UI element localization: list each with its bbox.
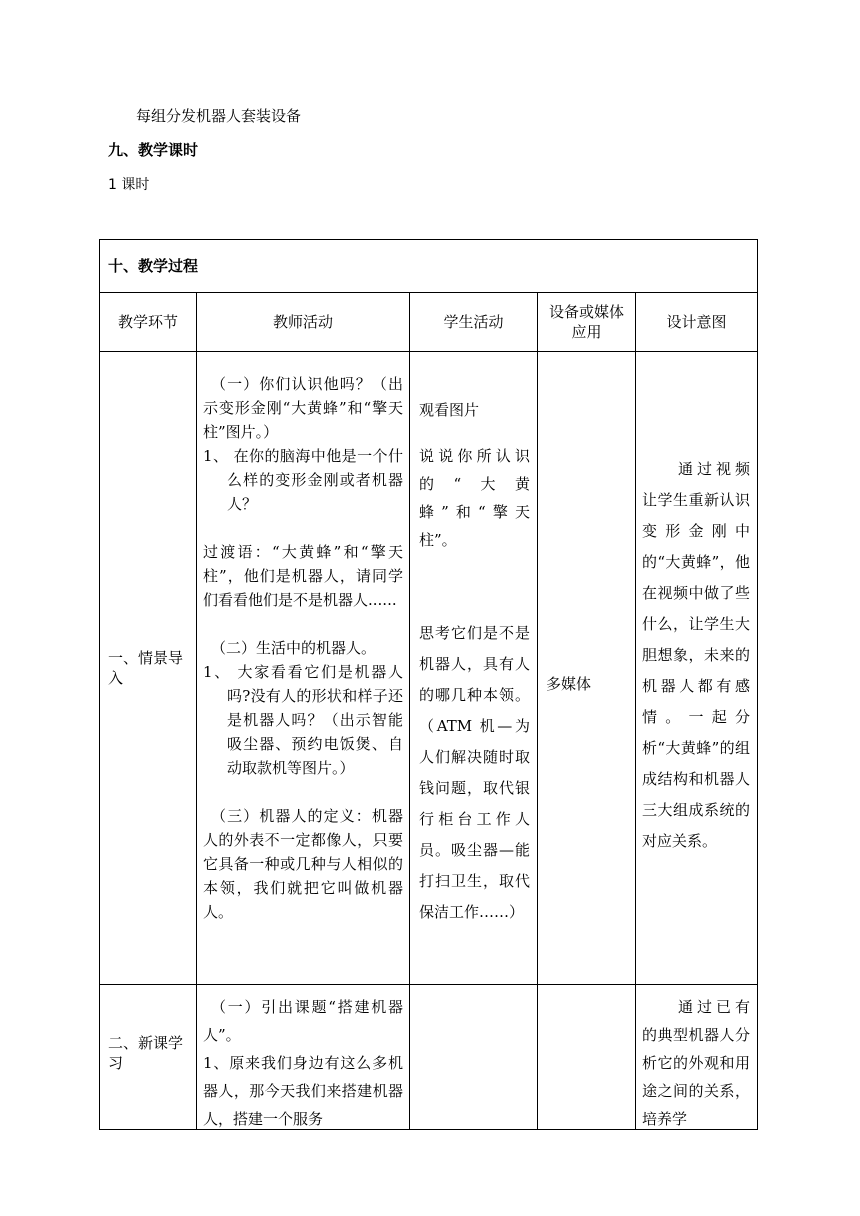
student-paragraph: 观看图片 bbox=[419, 401, 480, 419]
table-title: 十、教学过程 bbox=[100, 240, 758, 293]
student-paragraph: 说说你所认识的“大黄蜂”和“擎天柱”。 bbox=[419, 447, 530, 549]
header-intent: 设计意图 bbox=[636, 293, 758, 352]
media-value: 多媒体 bbox=[546, 675, 592, 693]
table-row bbox=[100, 352, 758, 985]
stage-cell: 二、新课学习 bbox=[100, 985, 197, 1130]
teacher-paragraph: 1、 大家看看它们是机器人吗?没有人的形状和样子还是机器人吗？（出示智能吸尘器、预约电饭煲、自动取款机等图片。） bbox=[203, 663, 403, 777]
media-cell bbox=[538, 985, 636, 1130]
header-stage: 教学环节 bbox=[100, 293, 197, 352]
intent-paragraph: 通过视频让学生重新认识变形金刚中的“大黄蜂”，他在视频中做了些什么，让学生大胆想象，未来的机器人都有感情。一起分析“大黄蜂”的组成结构和机器人三大组成系统的对应关系。 bbox=[642, 460, 751, 850]
equipment-line: 每组分发机器人套装设备 bbox=[136, 107, 302, 125]
teacher-paragraph: （一）你们认识他吗？（出示变形金刚“大黄蜂”和“擎天柱”图片。） bbox=[203, 375, 403, 441]
teacher-paragraph: （二）生活中的机器人。 bbox=[211, 639, 377, 657]
header-teacher: 教师活动 bbox=[197, 293, 410, 352]
teacher-paragraph: 过渡语：“大黄蜂”和“擎天柱”，他们是机器人，请同学们看看他们是不是机器人...... bbox=[203, 543, 403, 609]
student-paragraph: 思考它们是不是机器人，具有人的哪几种本领。（ATM 机—为人们解决随时取钱问题，取代银行柜台工作人员。吸尘器—能打扫卫生，取代保洁工作……） bbox=[419, 624, 530, 921]
teacher-cell bbox=[197, 985, 410, 1130]
header-student: 学生活动 bbox=[410, 293, 538, 352]
teacher-paragraph: 1、原来我们身边有这么多机器人，那今天我们来搭建机器人，搭建一个服务 bbox=[203, 1054, 403, 1128]
student-cell bbox=[410, 985, 538, 1130]
header-row bbox=[100, 293, 758, 352]
table-row bbox=[100, 985, 758, 1130]
student-cell bbox=[410, 352, 538, 985]
teaching-process-table bbox=[99, 239, 758, 1130]
header-media: 设备或媒体应用 bbox=[538, 293, 636, 352]
teacher-paragraph: （三）机器人的定义：机器人的外表不一定都像人，只要它具备一种或几种与人相似的本领，我们就把它叫做机器人。 bbox=[203, 807, 403, 921]
media-cell bbox=[538, 352, 636, 985]
teacher-cell bbox=[197, 352, 410, 985]
section-9-value: 1 课时 bbox=[108, 177, 150, 193]
teacher-paragraph: （一）引出课题“搭建机器人”。 bbox=[203, 998, 403, 1044]
intent-paragraph: 通过已有的典型机器人分析它的外观和用途之间的关系，培养学 bbox=[642, 998, 751, 1128]
teacher-paragraph: 1、 在你的脑海中他是一个什么样的变形金刚或者机器人？ bbox=[203, 447, 403, 513]
intent-cell bbox=[636, 352, 758, 985]
section-9-title: 九、教学课时 bbox=[108, 141, 199, 159]
intent-cell bbox=[636, 985, 758, 1130]
stage-cell: 一、情景导入 bbox=[100, 352, 197, 985]
